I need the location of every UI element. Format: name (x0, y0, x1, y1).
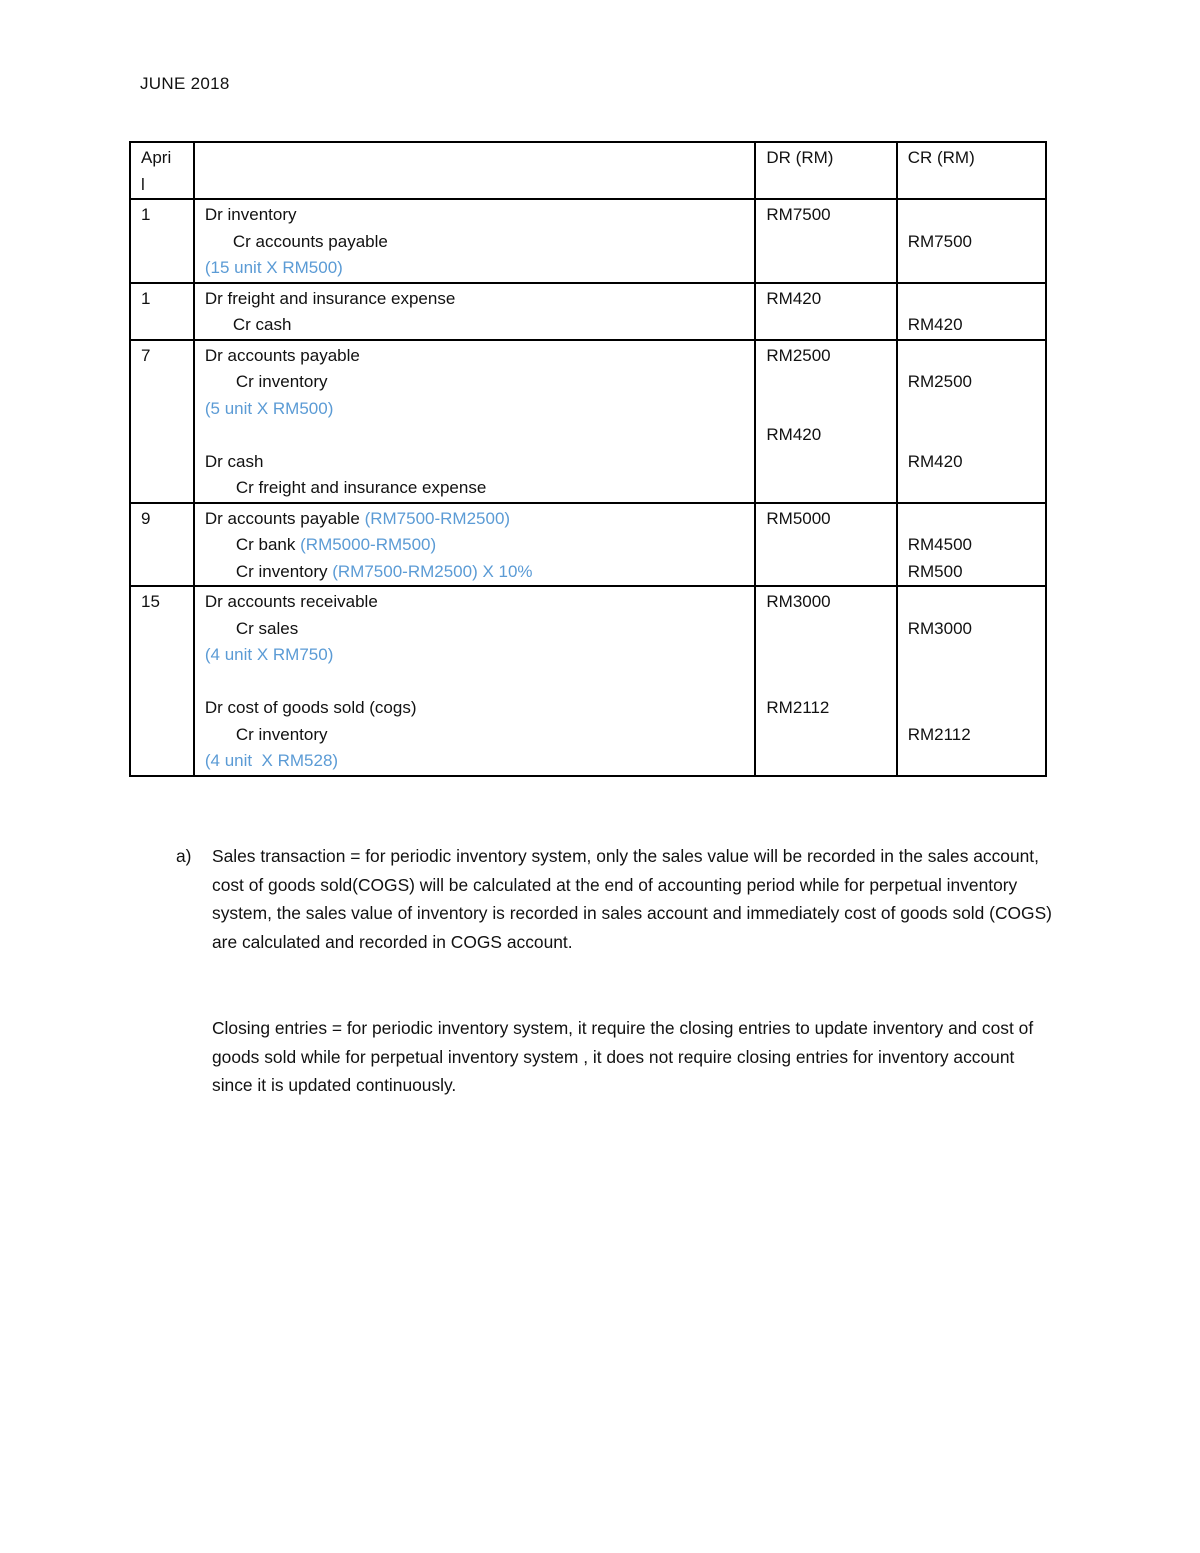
description-line (205, 369, 745, 396)
description-line (205, 589, 745, 616)
date-cell (130, 340, 194, 503)
description-line (205, 559, 745, 586)
cr-amount: RM420 (907, 315, 963, 334)
dr-amount (766, 642, 885, 669)
account-text: Cr inventory (235, 372, 328, 391)
description-line (205, 669, 745, 696)
dr-amount (766, 475, 885, 502)
header-description-cell (194, 142, 756, 199)
cr-amount (908, 589, 1035, 616)
cr-amount: RM7500 (907, 231, 972, 251)
answers-section (176, 842, 1056, 1100)
description-line (205, 475, 745, 502)
dr-amount (766, 669, 885, 696)
table-row (130, 503, 1046, 587)
date-value: 1 (141, 205, 151, 224)
cr-amount: RM4500 (907, 535, 972, 554)
cr-amount (908, 475, 1035, 502)
date-cell (130, 283, 194, 340)
cr-amount: RM3000 (907, 618, 972, 638)
calculation-note: (RM5000-RM500) (300, 535, 437, 554)
cr-amount (908, 506, 1035, 533)
description-line (205, 449, 745, 476)
cr-amount: RM2112 (907, 724, 971, 744)
calculation-note: (15 unit X RM500) (204, 258, 343, 277)
account-text: Dr accounts payable (204, 345, 360, 365)
dr-amount: RM420 (766, 425, 822, 444)
date-value: 1 (141, 288, 151, 308)
header-cr-label: CR (RM) (907, 148, 975, 167)
cr-amount (908, 255, 1035, 282)
journal-entries-table (129, 141, 1047, 777)
account-text: Cr accounts payable (232, 231, 388, 251)
date-value: 9 (141, 508, 151, 528)
account-text: Dr inventory (204, 205, 297, 224)
description-line (205, 255, 745, 282)
calculation-note: (4 unit X RM528) (204, 751, 339, 770)
dr-amount: RM3000 (766, 592, 831, 611)
cr-amount (908, 748, 1035, 775)
description-cell (194, 503, 756, 587)
dr-cell (755, 503, 896, 587)
description-cell (194, 283, 756, 340)
calculation-note: (RM7500-RM2500) (364, 508, 511, 528)
header-cr-cell (897, 142, 1046, 199)
header-dr-cell (755, 142, 896, 199)
dr-amount: RM2112 (766, 698, 830, 717)
description-cell (194, 340, 756, 503)
dr-amount: RM7500 (766, 205, 831, 224)
description-line (205, 722, 745, 749)
cr-amount: RM420 (907, 451, 963, 471)
cr-amount (908, 422, 1035, 449)
dr-cell (755, 283, 896, 340)
cr-amount (908, 286, 1035, 313)
cr-amount (908, 695, 1035, 722)
account-text: Dr cash (204, 451, 264, 471)
cr-amount (908, 669, 1035, 696)
dr-cell (755, 586, 896, 776)
cr-cell (897, 283, 1046, 340)
cr-amount (908, 396, 1035, 423)
table-row (130, 199, 1046, 283)
calculation-note: (5 unit X RM500) (204, 398, 334, 418)
closing-entries-paragraph: Closing entries = for periodic inventory system, it require the closing entries to update inventory and cost of goods sold while for perpetual inventory system , it does not require closing entries for inventory account since it is updated continuously. (212, 1018, 1034, 1095)
description-cell (194, 586, 756, 776)
account-text: Dr accounts payable (204, 508, 360, 528)
calculation-note: (RM7500-RM2500) X 10% (332, 561, 533, 581)
dr-amount (766, 396, 885, 423)
dr-amount (766, 722, 885, 749)
table-row (130, 340, 1046, 503)
description-line (205, 422, 745, 449)
description-line (205, 312, 745, 339)
dr-amount (766, 229, 885, 256)
answer-marker: a) (176, 846, 192, 866)
account-text: Cr inventory (235, 561, 328, 581)
dr-amount (766, 532, 885, 559)
description-line (205, 695, 745, 722)
table-row (130, 586, 1046, 776)
date-cell (130, 586, 194, 776)
cr-amount (908, 642, 1035, 669)
account-text: Cr inventory (235, 724, 328, 744)
answer-a (176, 842, 1056, 956)
description-line (205, 202, 745, 229)
cr-amount (908, 343, 1035, 370)
dr-cell (755, 199, 896, 283)
cr-amount (908, 202, 1035, 229)
cr-amount: RM2500 (907, 372, 972, 391)
dr-amount (766, 616, 885, 643)
date-value: 7 (141, 345, 151, 365)
header-date-label: Apri l (141, 148, 172, 194)
journal-table-body (130, 142, 1046, 776)
sales-transaction-paragraph: Sales transaction = for periodic inventory system, only the sales value will be recorded in the sales account, cost of goods sold(COGS) will be calculated at the end of accounting period while for perpetual inventory system, the sales value of inventory is recorded in sales account and immediately cost of goods sold (COGS) are calculated and recorded in COGS account. (212, 846, 1052, 952)
date-value: 15 (141, 592, 160, 611)
description-line (205, 286, 745, 313)
dr-amount (766, 255, 885, 282)
dr-amount (766, 369, 885, 396)
header-dr-label: DR (RM) (766, 148, 834, 167)
dr-amount: RM2500 (766, 345, 831, 365)
table-row (130, 283, 1046, 340)
account-text: Dr freight and insurance expense (204, 288, 456, 308)
account-text: Cr freight and insurance expense (235, 478, 487, 497)
description-line (205, 532, 745, 559)
date-cell (130, 503, 194, 587)
cr-amount: RM500 (907, 561, 963, 581)
dr-amount (766, 559, 885, 586)
header-date-cell (130, 142, 194, 199)
dr-amount: RM5000 (766, 508, 831, 528)
cr-cell (897, 340, 1046, 503)
description-line (205, 229, 745, 256)
description-line (205, 343, 745, 370)
calculation-note: (4 unit X RM750) (204, 645, 334, 664)
cr-cell (897, 199, 1046, 283)
dr-cell (755, 340, 896, 503)
description-line (205, 642, 745, 669)
description-line (205, 748, 745, 775)
dr-amount: RM420 (766, 288, 822, 308)
description-line (205, 506, 745, 533)
dr-amount (766, 312, 885, 339)
description-cell (194, 199, 756, 283)
account-text: Cr cash (232, 315, 292, 334)
account-text: Dr accounts receivable (204, 592, 378, 611)
account-text: Cr bank (235, 535, 296, 554)
date-cell (130, 199, 194, 283)
description-line (205, 616, 745, 643)
table-header-row (130, 142, 1046, 199)
cr-cell (897, 503, 1046, 587)
cr-cell (897, 586, 1046, 776)
account-text: Cr sales (235, 618, 299, 638)
dr-amount (766, 748, 885, 775)
description-line (205, 396, 745, 423)
account-text: Dr cost of goods sold (cogs) (204, 698, 417, 717)
page-header-date: JUNE 2018 (140, 74, 230, 93)
dr-amount (766, 449, 885, 476)
